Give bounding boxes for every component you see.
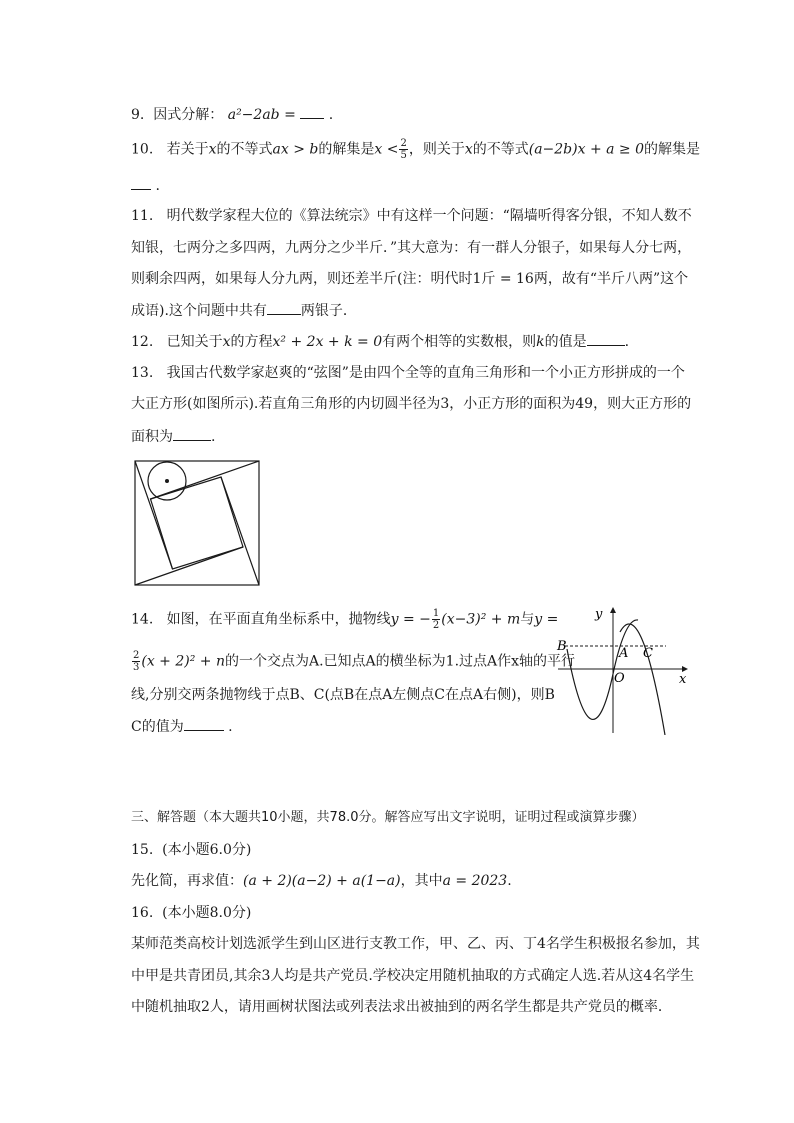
math-expression: (x−3)² + m xyxy=(441,611,521,628)
numerator: 1 xyxy=(432,608,440,619)
text-line xyxy=(131,394,691,414)
string-figure-diagram xyxy=(133,459,261,587)
denominator: 3 xyxy=(133,662,140,673)
text: 先化简，再求值： xyxy=(131,873,243,889)
question-number: 13. xyxy=(131,365,154,381)
answer-blank[interactable] xyxy=(587,331,625,346)
text: 中甲是共青团员,其余3人均是共产党员.学校决定用随机抽取的方式确定人选.若从这4名学生 xyxy=(131,968,695,984)
point-b-label: B xyxy=(557,639,567,654)
parabola-1 xyxy=(567,620,638,720)
question-number: 16. xyxy=(131,905,154,921)
text: 面积为 xyxy=(131,429,173,445)
math-expression: x² + 2x + k = 0 xyxy=(272,334,383,350)
text: 的方程 xyxy=(230,334,273,350)
question-12 xyxy=(131,331,629,352)
text-line xyxy=(131,300,357,321)
text: 的解集是 xyxy=(644,141,701,158)
answer-blank[interactable] xyxy=(300,104,324,119)
math-expression: a²−2ab = xyxy=(227,107,296,123)
math-var: k xyxy=(536,334,545,350)
text: 的不等式 xyxy=(472,141,529,158)
question-10 xyxy=(131,138,700,161)
period: . xyxy=(228,719,233,735)
text: 中随机抽取2人，请用画树状图法或列表法求出被抽到的两名学生都是共产党员的概率． xyxy=(131,999,672,1015)
point-c-label: C xyxy=(643,646,653,661)
fraction xyxy=(399,138,407,161)
period: . xyxy=(328,107,334,123)
triangle-edge xyxy=(135,461,173,569)
text: 的值是 xyxy=(544,334,587,350)
y-axis-label: y xyxy=(595,607,603,622)
math-expression: (a−2b)x + a ≥ 0 xyxy=(528,141,645,158)
text: 我国古代数学家赵爽的“弦图”是由四个全等的直角三角形和一个小正方形拼成的一个 xyxy=(166,365,685,381)
question-score: (本小题6.0分) xyxy=(162,842,252,858)
question-13 xyxy=(131,363,685,383)
text-line xyxy=(131,966,694,986)
text: ，则关于 xyxy=(408,141,465,158)
math-expression: y = − xyxy=(390,611,431,628)
text: C的值为 xyxy=(131,719,184,735)
triangle-edge xyxy=(135,547,243,585)
text: 的一个交点为A.已知点A的横坐标为1.过点A作x轴的平行 xyxy=(225,653,576,670)
question-10-answer xyxy=(131,175,160,196)
text: 线,分别交两条抛物线于点B、C(点B在点A左侧点C在点A右侧)，则B xyxy=(131,687,555,703)
math-expression: (a + 2)(a−2) + a(1−a) xyxy=(243,873,401,889)
math-expression: (x + 2)² + n xyxy=(141,653,225,670)
text: 则剩余四两，如果每人分九两，则还差半斤(注：明代时1斤 = 16两，故有“半斤八两”这个 xyxy=(131,271,689,287)
text-line xyxy=(131,685,555,705)
text-line xyxy=(131,650,575,673)
question-text: 因式分解： xyxy=(153,107,224,123)
question-number: 12. xyxy=(131,334,154,350)
question-9 xyxy=(131,104,333,125)
text: 已知关于 xyxy=(166,334,223,350)
question-score: (本小题8.0分) xyxy=(162,905,252,921)
text: 的不等式 xyxy=(216,141,273,158)
period: . xyxy=(624,334,630,350)
inner-square xyxy=(151,477,244,569)
question-14 xyxy=(131,608,558,631)
question-number: 10. xyxy=(131,141,154,158)
text: 知银，七两分之多四两，九两分之少半斤．”其大意为：有一群人分银子，如果每人分七两， xyxy=(131,240,692,256)
math-expression: x < xyxy=(374,141,399,158)
text: 成语).这个问题中共有 xyxy=(131,303,267,319)
parabola-graph xyxy=(553,600,693,735)
answer-blank[interactable] xyxy=(267,300,301,315)
math-var: x xyxy=(222,334,231,350)
math-expression: ax > b xyxy=(272,141,319,158)
math-expression: y = xyxy=(534,611,559,628)
question-16-header xyxy=(131,903,251,923)
question-15-header xyxy=(131,840,251,860)
text: 如图，在平面直角坐标系中，抛物线 xyxy=(166,611,391,628)
numerator: 2 xyxy=(133,650,140,661)
denominator: 2 xyxy=(432,620,440,631)
answer-blank[interactable] xyxy=(184,716,224,731)
question-number: 11. xyxy=(131,208,154,224)
incircle-center xyxy=(165,479,169,483)
outer-square xyxy=(135,461,259,585)
triangle-edge xyxy=(221,477,259,585)
parabola-2 xyxy=(620,624,665,735)
question-11 xyxy=(131,206,692,226)
answer-blank[interactable] xyxy=(173,426,211,441)
question-number: 14. xyxy=(131,611,154,628)
question-number: 15. xyxy=(131,842,154,858)
math-expression: a = 2023 xyxy=(442,873,508,889)
origin-label: O xyxy=(614,671,625,686)
text: 的解集是 xyxy=(318,141,375,158)
period: . xyxy=(507,873,512,889)
section-title: 三、解答题（本大题共10小题，共78.0分。解答应写出文字说明，证明过程或演算步骤） xyxy=(131,810,645,825)
text-line xyxy=(131,716,233,737)
text: 大正方形(如图所示).若直角三角形的内切圆半径为3，小正方形的面积为49，则大正方形的 xyxy=(131,396,692,412)
text: 明代数学家程大位的《算法统宗》中有这样一个问题：“隔墙听得客分银，不知人数不 xyxy=(166,208,692,224)
text: 两银子． xyxy=(300,303,357,319)
denominator: 5 xyxy=(400,150,407,161)
text: 有两个相等的实数根，则 xyxy=(382,334,537,350)
text: ，其中 xyxy=(400,873,443,889)
text-line xyxy=(131,997,672,1017)
text-line xyxy=(131,238,691,258)
question-15 xyxy=(131,871,512,891)
point-a-label: A xyxy=(619,646,629,661)
math-var: x xyxy=(464,141,473,158)
math-var: x xyxy=(208,141,217,158)
text: 某师范类高校计划选派学生到山区进行支教工作，甲、乙、丙、丁4名学生积极报名参加，其 xyxy=(131,936,700,952)
question-16 xyxy=(131,934,700,954)
answer-blank[interactable] xyxy=(131,175,151,190)
numerator: 2 xyxy=(400,138,407,149)
period: . xyxy=(211,429,216,445)
text-line xyxy=(131,269,688,289)
section-heading xyxy=(131,808,645,828)
x-axis-label: x xyxy=(679,672,687,687)
question-number: 9. xyxy=(131,107,145,123)
text: 若关于 xyxy=(166,141,209,158)
text: 与 xyxy=(520,611,535,628)
period: . xyxy=(155,178,160,194)
fraction xyxy=(132,650,140,673)
fraction xyxy=(432,608,440,631)
text-line xyxy=(131,426,215,447)
